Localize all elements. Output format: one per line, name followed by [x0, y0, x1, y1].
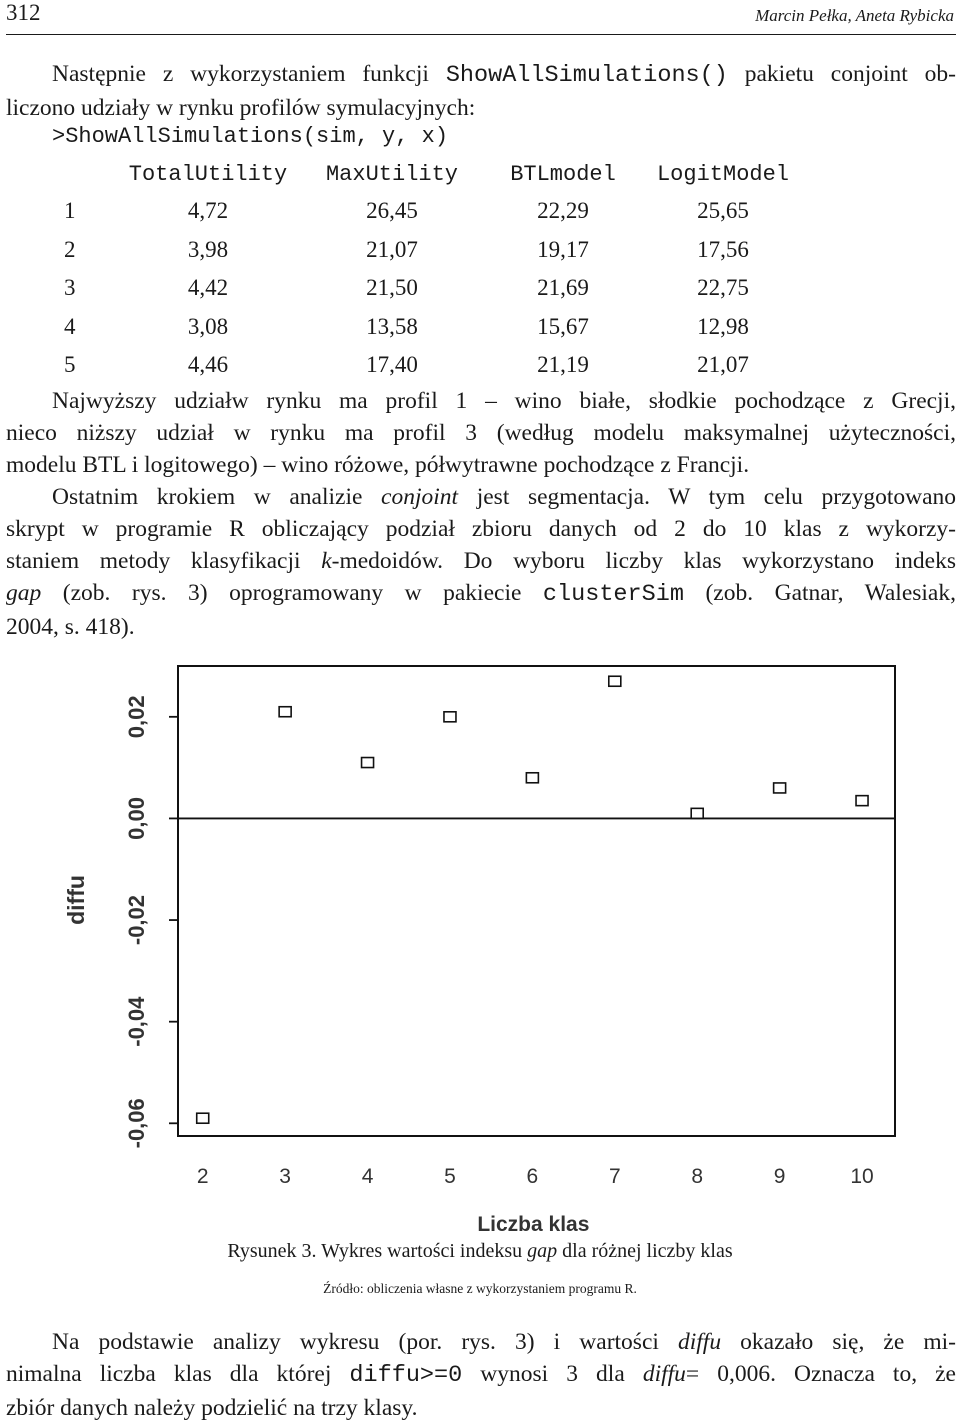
x-tick-label: 10 — [850, 1165, 874, 1188]
table-cell: 25,65 — [697, 198, 749, 224]
table-cell: 15,67 — [537, 313, 589, 339]
data-point — [856, 796, 868, 806]
x-tick-label: 4 — [361, 1165, 374, 1188]
data-point — [362, 758, 374, 768]
table-cell: 17,56 — [697, 236, 749, 262]
intro-line-1: Następnie z wykorzystaniem funkcji ShowAllSimulations() pakietu conjoint ob- — [52, 61, 957, 89]
data-point — [279, 707, 291, 717]
emphasis-diffu: diffu — [642, 1361, 686, 1387]
gap-index-chart — [40, 655, 920, 1240]
results-line: Najwyższy udziałw rynku ma profil 1 – wino białe, słodkie pochodzące z Grecji, — [52, 388, 956, 414]
table-cell: 3,98 — [187, 236, 229, 262]
table-cell: 21,69 — [537, 275, 589, 301]
table-cell: 4 — [64, 313, 76, 339]
table-row — [50, 269, 808, 308]
y-tick-label: -0,06 — [124, 1098, 149, 1149]
table-header-row — [50, 156, 808, 192]
x-tick-label: 5 — [444, 1165, 456, 1188]
table-cell: 1 — [64, 198, 76, 224]
table-cell: 26,45 — [366, 198, 418, 224]
figure-source: Źródło: obliczenia własne z wykorzystaniem programu R. — [323, 1281, 637, 1296]
caption-emphasis: gap — [527, 1240, 558, 1262]
table-cell: 5 — [64, 352, 76, 378]
page-header — [6, 0, 956, 35]
results-line: nieco niższy udział w rynku ma profil 3 (według modelu maksymalnej użyteczności, — [6, 420, 956, 446]
table-cell: 4,72 — [187, 198, 229, 224]
conclusion-paragraph — [6, 1326, 956, 1424]
segmentation-line: 2004, s. 418). — [6, 614, 135, 640]
data-point — [444, 712, 456, 722]
segmentation-line: skrypt w programie R obliczający podział zbioru danych od 2 do 10 klas z wykorzy- — [6, 516, 956, 542]
emphasis-conjoint: conjoint — [381, 484, 459, 510]
segmentation-line: staniem metody klasyfikacji k-medoidów. Do wyboru liczby klas wykorzystano indeks — [6, 548, 956, 574]
y-tick-label: -0,02 — [124, 894, 149, 946]
segmentation-paragraph — [6, 481, 956, 643]
table-header-cell: TotalUtility — [128, 161, 288, 187]
y-tick-label: -0,04 — [124, 996, 149, 1047]
package-name: clusterSim — [542, 581, 684, 608]
table-row — [50, 308, 808, 347]
table-cell: 22,75 — [697, 275, 749, 301]
x-tick-label: 7 — [608, 1165, 621, 1188]
conclusion-line: zbiór danych należy podzielić na trzy klasy. — [6, 1395, 418, 1421]
x-tick-label: 6 — [526, 1165, 539, 1188]
x-tick-label: 8 — [691, 1165, 704, 1188]
y-tick-label: 0,02 — [124, 695, 149, 739]
conclusion-line: nimalna liczba klas dla której diffu>=0 wynosi 3 dla diffu= 0,006. Oznacza to, że — [6, 1361, 956, 1389]
page-number: 312 — [6, 0, 41, 25]
figure-caption: Rysunek 3. Wykres wartości indeksu gap dla różnej liczby klas — [227, 1240, 733, 1262]
results-line: modelu BTL i logitowego) – wino różowe, półwytrawne pochodzące z Francji. — [6, 452, 750, 478]
table-cell: 22,29 — [537, 198, 589, 224]
table-cell: 21,07 — [697, 352, 749, 378]
table-cell: 4,46 — [187, 352, 229, 378]
table-cell: 12,98 — [697, 313, 749, 339]
intro-line-2: liczono udziały w rynku profilów symulacyjnych: — [6, 95, 476, 121]
chart-svg — [40, 655, 920, 1240]
code-call: >ShowAllSimulations(sim, y, x) — [52, 124, 449, 149]
table-row — [50, 346, 808, 385]
y-tick-label: 0,00 — [124, 797, 149, 840]
table-cell: 13,58 — [366, 313, 418, 339]
emphasis-diffu: diffu — [678, 1329, 722, 1355]
data-point — [197, 1113, 209, 1123]
y-axis-label: diffu — [63, 875, 89, 925]
table-row — [50, 231, 808, 270]
results-paragraph — [6, 385, 956, 481]
table-cell: 4,42 — [187, 275, 229, 301]
table-header-cell — [50, 156, 120, 192]
table-cell: 3,08 — [187, 313, 229, 339]
table-row — [50, 192, 808, 231]
data-point — [526, 773, 538, 783]
simulation-table — [50, 156, 808, 385]
x-axis-label: Liczba klas — [477, 1213, 590, 1236]
table-cell: 17,40 — [366, 352, 418, 378]
function-name: ShowAllSimulations() — [445, 62, 728, 89]
segmentation-line: gap (zob. rys. 3) oprogramowany w pakiecie clusterSim (zob. Gatnar, Walesiak, — [6, 580, 956, 608]
table-cell: 21,19 — [537, 352, 589, 378]
table-cell: 19,17 — [537, 236, 589, 262]
data-point — [774, 783, 786, 793]
emphasis-gap: gap — [6, 580, 42, 606]
conclusion-line: Na podstawie analizy wykresu (por. rys. 3) i wartości diffu okazało się, że mi- — [52, 1329, 956, 1355]
table-header-cell: LogitModel — [656, 161, 790, 187]
table-cell: 21,50 — [366, 275, 418, 301]
plot-frame — [178, 666, 895, 1136]
data-point — [609, 676, 621, 686]
running-head: Marcin Pełka, Aneta Rybicka — [755, 6, 954, 25]
table-cell: 21,07 — [366, 236, 418, 262]
data-point — [691, 808, 703, 818]
x-tick-label: 3 — [279, 1165, 291, 1188]
table-cell: 2 — [64, 236, 76, 262]
x-tick-label: 2 — [196, 1165, 209, 1188]
intro-paragraph — [6, 58, 956, 124]
table-header-cell: MaxUtility — [325, 161, 459, 187]
emphasis-k: k — [321, 548, 332, 574]
table-header-cell: BTLmodel — [510, 161, 616, 187]
x-tick-label: 9 — [773, 1165, 786, 1188]
code-diffu: diffu>=0 — [349, 1362, 463, 1389]
segmentation-line: Ostatnim krokiem w analizie conjoint jest segmentacja. W tym celu przygotowano — [52, 484, 956, 510]
table-cell: 3 — [64, 275, 76, 301]
